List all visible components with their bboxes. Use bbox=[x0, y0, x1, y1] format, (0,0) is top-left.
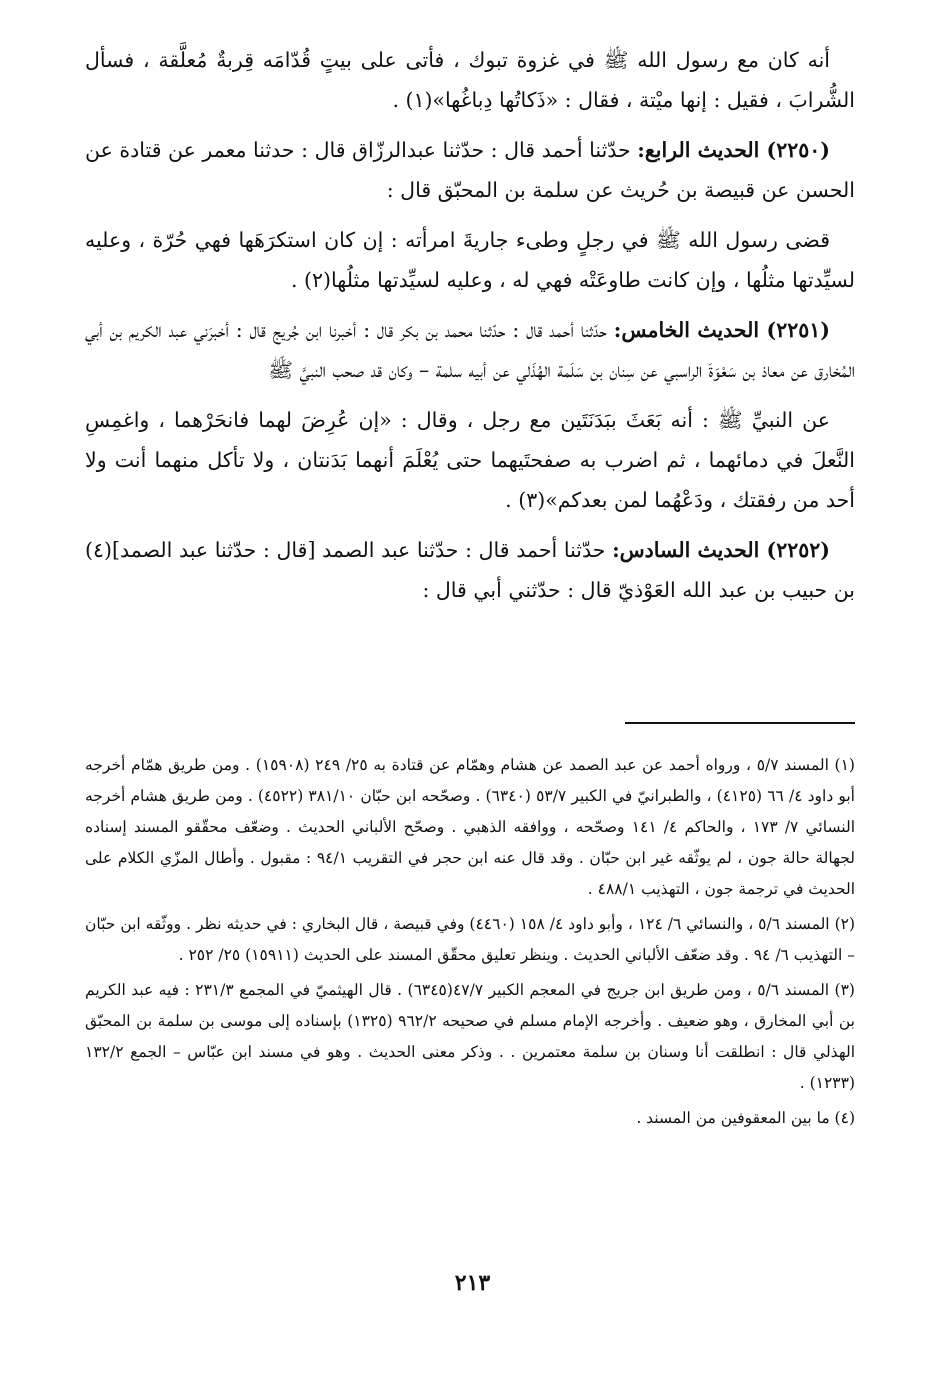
hadith-2252-isnad: حدّثنا أحمد قال : حدّثنا عبد الصمد [قال : حدّثنا عبد الصمد](٤) بن حبيب بن عبد الله العَوْذيّ قال : حدّثني أبي قال : bbox=[85, 538, 855, 602]
hadith-2251-chain bbox=[85, 310, 855, 390]
hadith-2251-isnad: حدّثنا أحمد قال : حدّثنا محمد بن بكر قال : أخبرنا ابن جُريج قال : أخبرَني عبد الكريم بن أبي المُخارق عن معاذ بن سَعْوَةَ الراسبي عن سِنان بن سَلَمة الهُذَلي عن أبيه سلمة – وكان قد صحب النبيَّ ﷺ bbox=[85, 318, 855, 382]
footnote-1: (١) المسند ٥/٧ ، ورواه أحمد عن عبد الصمد عن هشام وهمّام عن قتادة به ٢٥/ ٢٤٩ (١٥٩٠٨) . ومن طريق همّام أخرجه أبو داود ٤/ ٦٦ (٤١٢٥) ، والطبرانيّ في الكبير ٥٣/٧ (٦٣٤٠) . وصحّحه ابن حبّان ٣٨١/١٠ (٤٥٢٢) . ومن طريق هشام أخرجه النسائي ٧/ ١٧٣ ، والحاكم ٤/ ١٤١ وصحّحه ، ووافقه الذهبي . وصحّح الألباني الحديث . وضعّف محقّقو المسند إسناده لجهالة حالة جون ، لم يوثّقه غير ابن حبّان . وقد قال عنه ابن حجر في التقريب ٩٤/١ : مقبول . وأطال المزّي الكلام على الحديث في ترجمة جون ، التهذيب ٤٨٨/١ . bbox=[85, 756, 856, 898]
hadith-2250-text: قضى رسول الله ﷺ في رجلٍ وطىء جاريةَ امرأته : إن كان استكرَهَها فهي حُرّة ، وعليه لسيِّدتها مثلُها ، وإن كانت طاوعَتْه فهي له ، وعليه لسيِّدتها مثلُها(٢) . bbox=[85, 228, 855, 292]
main-text bbox=[85, 40, 855, 620]
hadith-2251-text: عن النبيِّ ﷺ : أنه بَعَثَ ببَدَنَتَين مع رجل ، وقال : «إن عُرِضَ لهما فانحَرْهما ، واغمِسِ النَّعلَ في دمائهما ، ثم اضرب به صفحتَيهما حتى يُعْلَمَ أنهما بَدَنتان ، ولا تأكل منهما أنت ولا أحد من رفقتك ، ودَعْهُما لمن بعدكم»(٣) . bbox=[85, 408, 855, 512]
footnote-divider bbox=[625, 722, 855, 724]
footnotes bbox=[85, 750, 855, 1138]
page-number: ٢١٣ bbox=[454, 1270, 491, 1296]
hadith-2251-heading: (٢٢٥١) الحديث الخامس: bbox=[613, 318, 830, 342]
footnote-4: (٤) ما بين المعقوفين من المسند . bbox=[636, 1109, 855, 1127]
hadith-2250-isnad: حدّثنا أحمد قال : حدّثنا عبدالرزّاق قال : حدثنا معمر عن قتادة عن الحسن عن قبيصة بن حُريث عن سلمة بن المحبّق قال : bbox=[85, 138, 855, 202]
hadith-2252-heading: (٢٢٥٢) الحديث السادس: bbox=[612, 538, 830, 562]
paragraph-intro: أنه كان مع رسول الله ﷺ في غزوة تبوك ، فأتى على بيتٍ قُدّامَه قِربةٌ مُعلَّقة ، فسأل الشُّرابَ ، فقيل : إنها ميْتة ، فقال : «ذَكاتُها دِباغُها»(١) . bbox=[85, 48, 855, 112]
footnote-2: (٢) المسند ٥/٦ ، والنسائي ٦/ ١٢٤ ، وأبو داود ٤/ ١٥٨ (٤٤٦٠) وفي قبيصة ، قال البخاري : في حديثه نظر . ووثّقه ابن حبّان – التهذيب ٦/ ٩٤ . وقد ضعّف الألباني الحديث . وينظر تعليق محقّق المسند على الحديث (١٥٩١١) ٢٥/ ٢٥٢ . bbox=[85, 915, 856, 964]
footnote-3: (٣) المسند ٥/٦ ، ومن طريق ابن جريج في المعجم الكبير ٤٧/٧(٦٣٤٥) . قال الهيثميّ في المجمع ٢٣١/٣ : فيه عبد الكريم بن أبي المخارق ، وهو ضعيف . وأخرجه الإمام مسلم في صحيحه ٩٦٢/٢ (١٣٢٥) بإسناده إلى موسى بن سلمة بن المحبّق الهذلي قال : انطلقت أنا وسنان بن سلمة معتمرين . . وذكر معنى الحديث . وهو في مسند ابن عبّاس – الجمع ١٣٢/٢ (١٢٣٣) . bbox=[85, 981, 855, 1092]
hadith-2250-heading: (٢٢٥٠) الحديث الرابع: bbox=[637, 138, 830, 162]
hadith-2252-chain bbox=[85, 530, 855, 610]
hadith-2250-chain bbox=[85, 130, 855, 210]
